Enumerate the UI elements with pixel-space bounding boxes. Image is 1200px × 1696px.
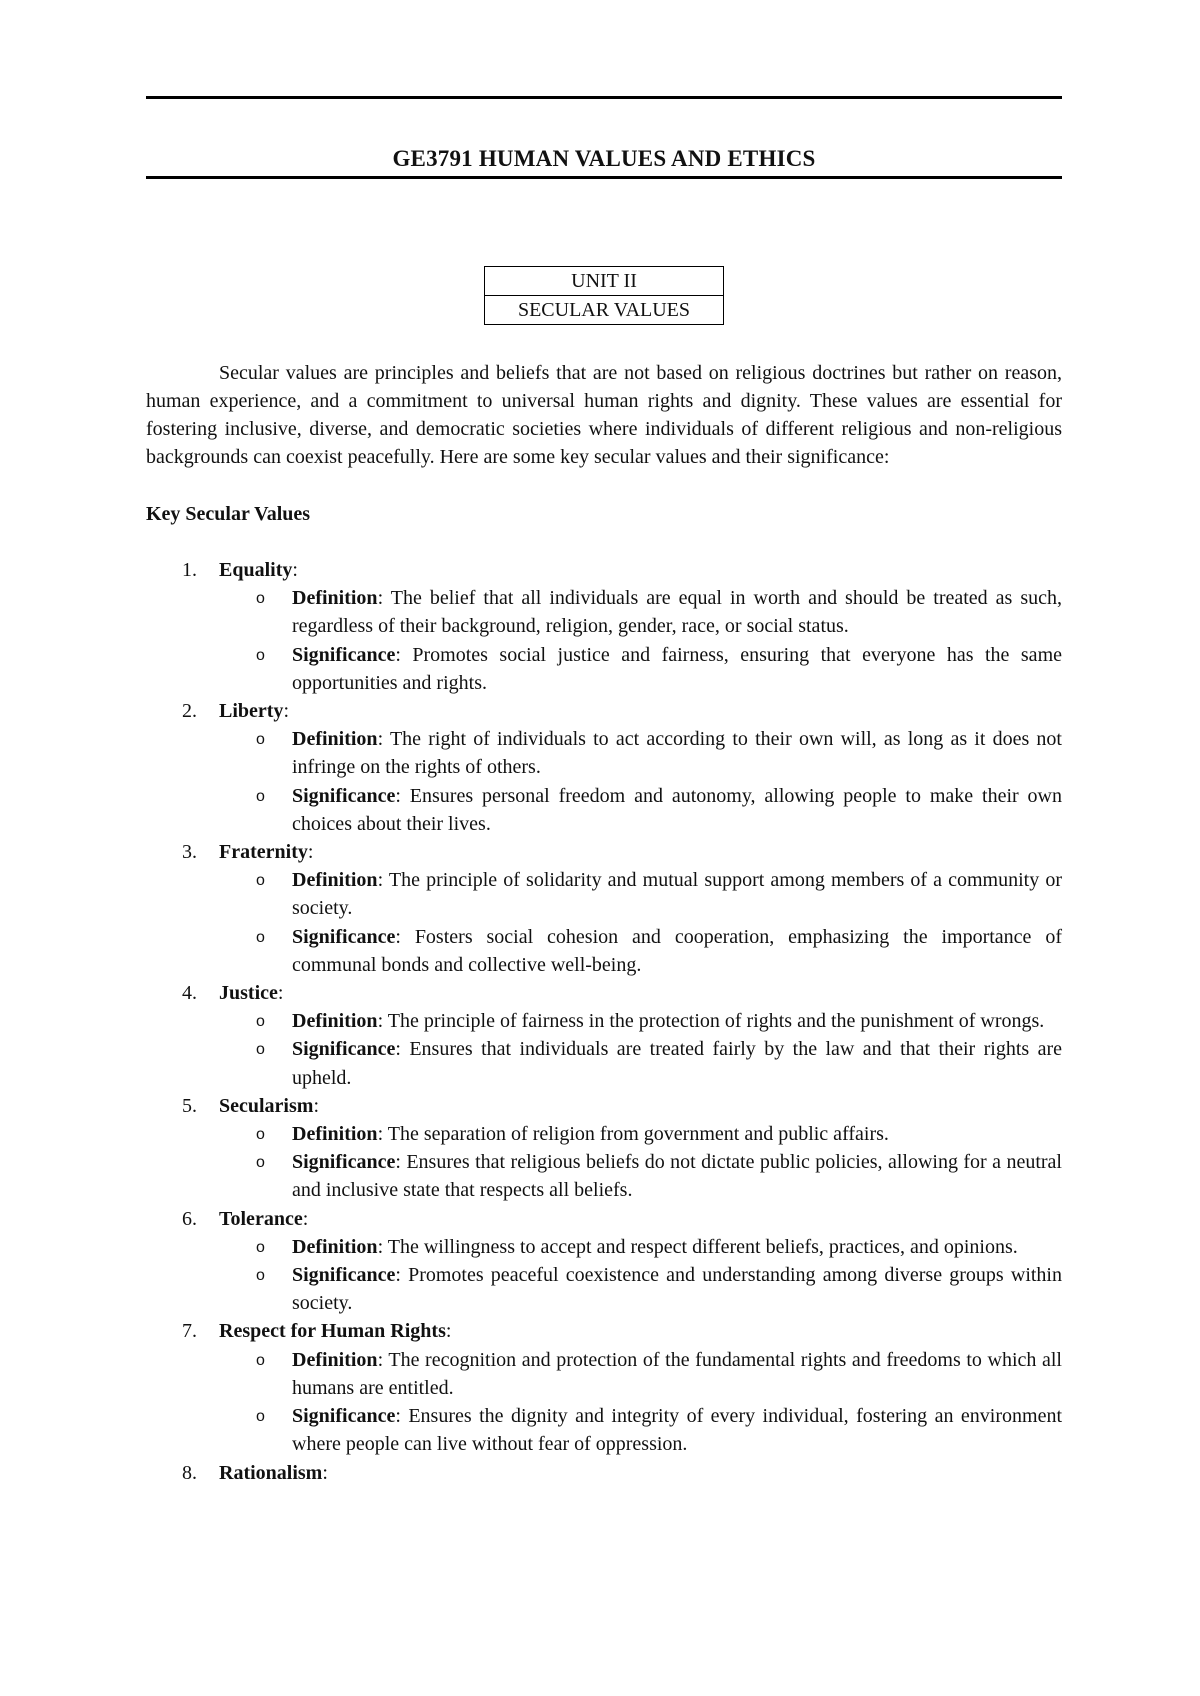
section-heading: Key Secular Values [146, 503, 311, 525]
definition-text: The principle of fairness in the protection of rights and the punishment of wrongs. [387, 1010, 1045, 1033]
value-number: 4. [182, 982, 197, 1005]
value-item [146, 1317, 1062, 1458]
hollow-bullet-icon: o [256, 872, 265, 890]
value-points [219, 1346, 1062, 1459]
hollow-bullet-icon: o [256, 1013, 265, 1031]
label-separator: : [395, 1264, 409, 1287]
label-separator: : [395, 1151, 407, 1174]
definition-label: Definition [292, 587, 378, 610]
value-points [219, 1120, 1062, 1205]
value-heading [219, 1205, 1062, 1233]
value-number: 2. [182, 700, 197, 723]
value-name: Equality [219, 559, 293, 581]
value-heading [219, 697, 1062, 725]
value-colon: : [302, 1207, 309, 1230]
value-colon: : [307, 841, 314, 864]
significance-text: Ensures that religious beliefs do not dictate public policies, allowing for a neutral and inclusive state that respects all beliefs. [292, 1151, 1062, 1202]
value-name: Liberty [219, 700, 284, 723]
definition-point [219, 1007, 1062, 1035]
significance-text: Fosters social cohesion and cooperation, emphasizing the importance of communal bonds and collective well-being. [292, 925, 1062, 976]
definition-label: Definition [292, 1235, 378, 1258]
label-separator: : [395, 784, 410, 807]
hollow-bullet-icon: o [256, 590, 265, 608]
value-item [146, 979, 1062, 1092]
definition-point [219, 1233, 1062, 1261]
hollow-bullet-icon: o [256, 1351, 265, 1369]
value-heading [219, 1092, 1062, 1120]
definition-point [219, 1120, 1062, 1148]
label-separator: : [377, 587, 391, 610]
value-item [146, 556, 1062, 697]
value-colon: : [283, 700, 289, 723]
value-points [219, 725, 1062, 838]
hollow-bullet-icon: o [256, 1238, 265, 1256]
hollow-bullet-icon: o [256, 787, 265, 805]
significance-point [219, 1261, 1062, 1317]
label-separator: : [377, 1235, 388, 1258]
value-number: 7. [182, 1320, 197, 1343]
significance-point [219, 1402, 1062, 1458]
significance-point [219, 1148, 1062, 1204]
definition-point [219, 1346, 1062, 1402]
significance-label: Significance [292, 1038, 396, 1061]
definition-label: Definition [292, 1123, 378, 1146]
value-name: Tolerance [219, 1207, 303, 1230]
value-heading [219, 1317, 1062, 1345]
definition-point [219, 866, 1062, 922]
significance-text: Promotes peaceful coexistence and understanding among diverse groups within society. [292, 1264, 1062, 1315]
value-heading [219, 556, 1062, 584]
hollow-bullet-icon: o [256, 1041, 265, 1059]
label-separator: : [377, 1010, 388, 1033]
intro-paragraph: Secular values are principles and beliefs that are not based on religious doctrines but rather on reason, human experience, and a commitment to universal human rights and dignity. These values are essential for fostering inclusive, diverse, and democratic societies where individuals of different religious and non-religious backgrounds can coexist peacefully. Here are some key secular values and their significance: [146, 362, 1062, 468]
value-colon: : [322, 1461, 328, 1484]
value-item [146, 1459, 1062, 1487]
label-separator: : [395, 925, 415, 948]
value-colon: : [313, 1094, 319, 1117]
value-item [146, 1205, 1062, 1318]
document-title: GE3791 HUMAN VALUES AND ETHICS [392, 146, 816, 171]
definition-label: Definition [292, 1010, 378, 1033]
unit-label: UNIT II [485, 267, 724, 296]
value-name: Secularism [219, 1094, 314, 1117]
document-page [146, 96, 1062, 1487]
definition-label: Definition [292, 1348, 378, 1371]
significance-label: Significance [292, 1151, 396, 1174]
value-name: Respect for Human Rights [219, 1320, 446, 1343]
significance-text: Ensures that individuals are treated fairly by the law and that their rights are upheld. [292, 1038, 1062, 1089]
definition-point [219, 584, 1062, 640]
value-number: 5. [182, 1094, 197, 1117]
label-separator: : [377, 1348, 389, 1371]
value-points [219, 866, 1062, 979]
significance-text: Ensures the dignity and integrity of every individual, fostering an environment where people can live without fear of oppression. [292, 1405, 1063, 1456]
value-heading [219, 1459, 1062, 1487]
hollow-bullet-icon: o [256, 1408, 265, 1426]
value-heading [219, 979, 1062, 1007]
values-list [146, 556, 1062, 1487]
significance-label: Significance [292, 1264, 396, 1287]
definition-text: The separation of religion from government and public affairs. [387, 1123, 889, 1146]
unit-title: SECULAR VALUES [485, 296, 724, 325]
value-heading [219, 838, 1062, 866]
label-separator: : [377, 728, 390, 751]
label-separator: : [377, 1123, 388, 1146]
definition-text: The principle of solidarity and mutual support among members of a community or society. [292, 869, 1062, 920]
definition-label: Definition [292, 728, 378, 751]
value-points [219, 1007, 1062, 1092]
significance-point [219, 641, 1062, 697]
value-item [146, 1092, 1062, 1205]
label-separator: : [377, 869, 389, 892]
hollow-bullet-icon: o [256, 928, 265, 946]
value-item [146, 838, 1062, 979]
value-number: 8. [182, 1461, 197, 1484]
value-name: Justice [219, 982, 278, 1005]
significance-label: Significance [292, 643, 396, 666]
significance-label: Significance [292, 784, 396, 807]
significance-point [219, 782, 1062, 838]
value-points [219, 1233, 1062, 1318]
unit-box [484, 266, 724, 325]
value-colon: : [292, 559, 298, 581]
hollow-bullet-icon: o [256, 1267, 265, 1285]
significance-point [219, 1035, 1062, 1091]
value-item [146, 697, 1062, 838]
label-separator: : [395, 1038, 410, 1061]
value-number: 6. [182, 1207, 197, 1230]
value-number: 3. [182, 841, 197, 864]
definition-text: The willingness to accept and respect different beliefs, practices, and opinions. [387, 1235, 1018, 1258]
significance-point [219, 923, 1062, 979]
significance-text: Promotes social justice and fairness, ensuring that everyone has the same opportunities and rights. [292, 643, 1062, 694]
label-separator: : [395, 1405, 409, 1428]
hollow-bullet-icon: o [256, 1154, 265, 1172]
value-name: Rationalism [219, 1461, 323, 1484]
definition-text: The right of individuals to act according to their own will, as long as it does not infringe on the rights of others. [292, 728, 1062, 779]
hollow-bullet-icon: o [256, 646, 265, 664]
significance-label: Significance [292, 925, 396, 948]
definition-text: The belief that all individuals are equal in worth and should be treated as such, regardless of their background, religion, gender, race, or social status. [292, 587, 1062, 638]
significance-text: Ensures personal freedom and autonomy, allowing people to make their own choices about their lives. [292, 784, 1062, 835]
definition-point [219, 725, 1062, 781]
value-colon: : [277, 982, 284, 1005]
definition-label: Definition [292, 869, 378, 892]
hollow-bullet-icon: o [256, 731, 265, 749]
title-underline-rule [146, 176, 1062, 179]
value-number: 1. [182, 559, 197, 581]
value-colon: : [445, 1320, 452, 1343]
value-name: Fraternity [219, 841, 308, 864]
value-points [219, 584, 1062, 697]
label-separator: : [395, 643, 413, 666]
definition-text: The recognition and protection of the fundamental rights and freedoms to which all humans are entitled. [292, 1348, 1062, 1399]
significance-label: Significance [292, 1405, 396, 1428]
top-rule [146, 96, 1062, 99]
hollow-bullet-icon: o [256, 1126, 265, 1144]
